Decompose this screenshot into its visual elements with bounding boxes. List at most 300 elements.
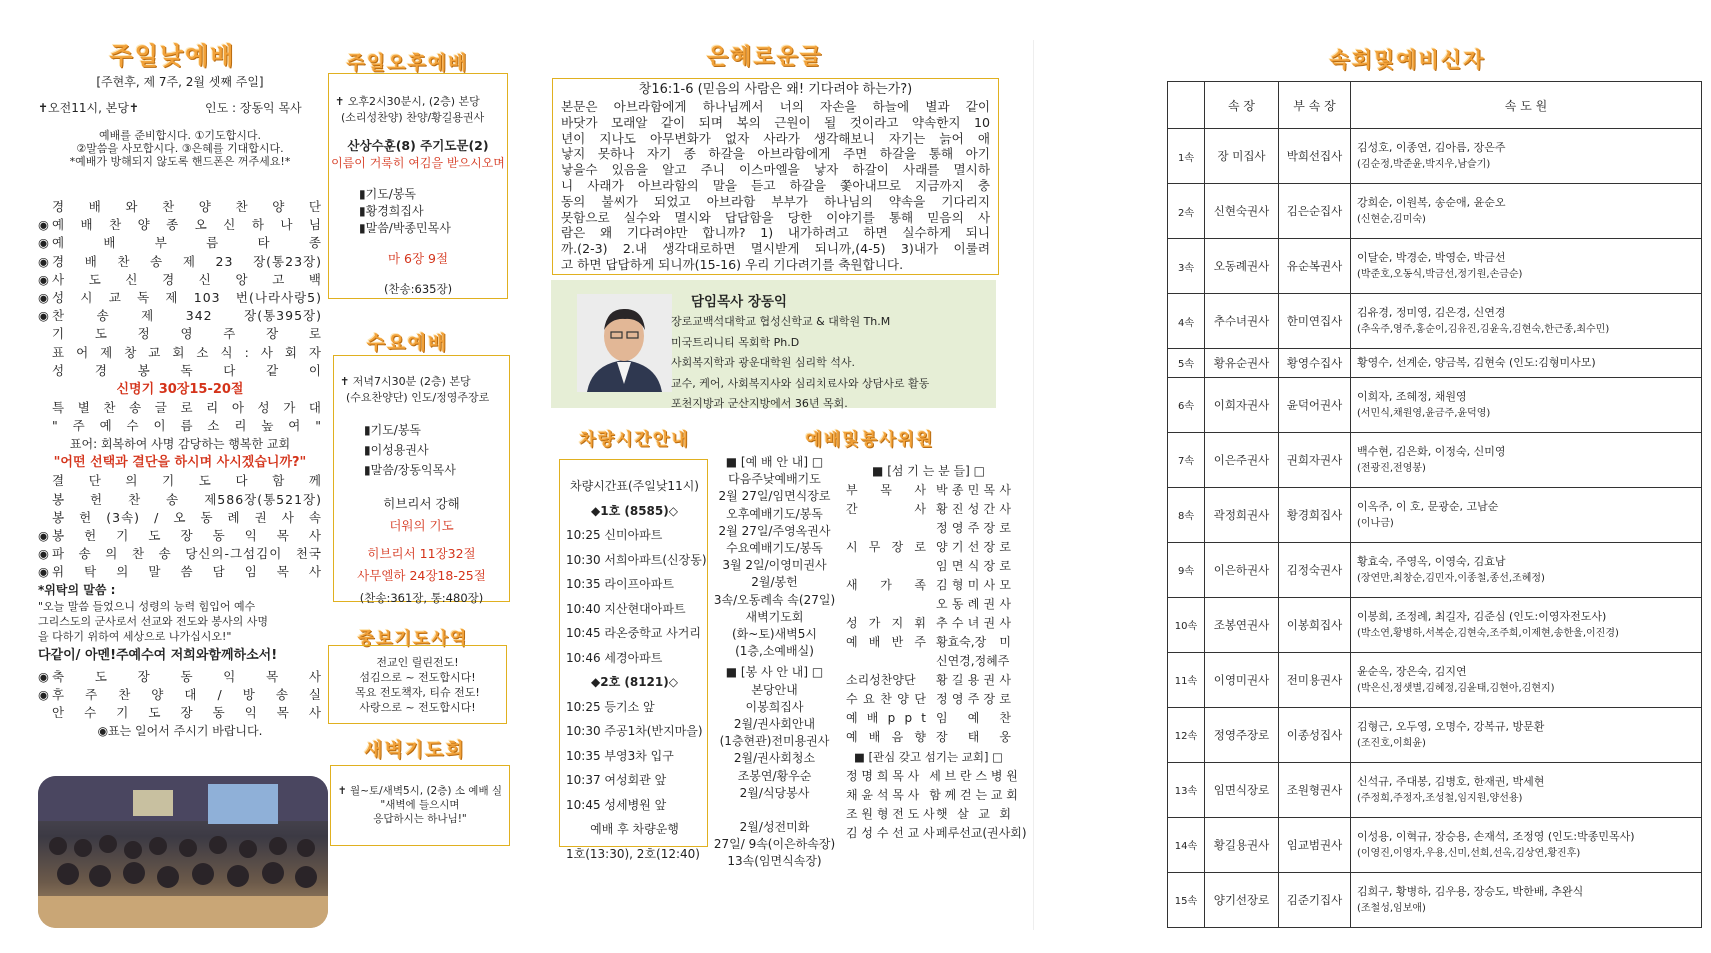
- servant-name: 신연경,정혜주: [936, 654, 1010, 668]
- members-line: (이나금): [1357, 517, 1394, 529]
- order-item: [38, 289, 322, 307]
- pastor-card: [551, 280, 996, 408]
- group-leader: 이희자권사: [1205, 377, 1279, 432]
- grace-line: 바닷가 모래알 같이 되며 복의 근원이 될 것이라고 약속한지 10: [561, 114, 990, 130]
- group-members: [1351, 817, 1702, 872]
- charge-line-1: "오늘 말씀 들었으니 성령의 능력 힘입어 예수: [38, 599, 256, 613]
- members-line: 신석규, 주대봉, 김병호, 한재권, 박세현: [1357, 774, 1545, 788]
- group-number: 13속: [1168, 762, 1205, 817]
- order-item: [38, 545, 322, 563]
- order-of-worship: [38, 198, 322, 740]
- svc-line: (1층현관)전미용권사: [719, 734, 830, 749]
- table-header-blank: [1168, 82, 1205, 129]
- group-leader: 양기선장로: [1205, 872, 1279, 927]
- servant-name: 임 예 찬: [936, 711, 1011, 725]
- table-row: [1168, 707, 1702, 762]
- order-item: [38, 325, 322, 343]
- members-line: (서민식,채원영,윤금주,윤덕영): [1357, 407, 1491, 419]
- bio-line: 사회복지학과 광운대학원 심리학 석사.: [671, 356, 856, 369]
- servant-name: 황 진 성 간 사: [936, 502, 1011, 516]
- servant-name: 박 종 민 목 사: [936, 483, 1011, 497]
- group-subleader: 임교범권사: [1279, 817, 1351, 872]
- group-leader: 이은주권사: [1205, 432, 1279, 487]
- partner-row: [846, 824, 1027, 843]
- table-row: [1168, 542, 1702, 597]
- order-text: 안 수 기 도 장 동 익 목 사: [52, 705, 322, 721]
- bus-stop: 10:30 서희아파트(신장동): [566, 552, 707, 567]
- members-line: (이영진,이영자,우용,신미,선희,선옥,김상연,황진후): [1357, 847, 1581, 859]
- afternoon-info: [329, 74, 507, 126]
- svc-line: 새벽기도회: [745, 609, 804, 624]
- servant-name: 김 형 미 사 모: [936, 578, 1011, 592]
- servant-role: 예 배 음 향: [846, 730, 926, 744]
- intercession-lines: [329, 646, 506, 715]
- order-item: [38, 509, 322, 527]
- group-number: 1속: [1168, 129, 1205, 184]
- afternoon-verse: 마 6장 9절: [387, 251, 449, 266]
- svc-line: 2월/권사회안내: [733, 717, 816, 732]
- members-line: (박은신,정샛별,김혜정,김윤태,김현아,김현지): [1357, 682, 1555, 694]
- table-row: [1168, 597, 1702, 652]
- afternoon-series: 산상수훈(8) 주기도문(2): [347, 138, 489, 153]
- group-subleader: 권희자권사: [1279, 432, 1351, 487]
- servant-name: 황 길 용 권 사: [936, 673, 1011, 687]
- pastor-photo: [577, 294, 672, 392]
- servant-row: [846, 557, 1011, 576]
- table-row: [1168, 432, 1702, 487]
- intercession-title: 중보기도사역: [357, 629, 469, 649]
- order-item: [38, 491, 322, 509]
- grace-body: [553, 99, 998, 273]
- dawn-line: 응답하시는 하나님!": [373, 813, 467, 825]
- table-header: 속 장: [1205, 82, 1279, 129]
- table-row: [1168, 872, 1702, 927]
- intercession-line: 섬김으로 ~ 전도합시다!: [359, 671, 476, 684]
- afternoon-leader: (소리성찬양) 찬양/황길용권사: [341, 111, 485, 124]
- stand-mark: ◉: [38, 290, 49, 306]
- order-text: 결 단 의 기 도 다 함 께: [52, 473, 322, 489]
- afternoon-time: ✝ 오후2시30분시, (2층) 본당: [335, 95, 480, 108]
- group-leader: 신현숙권사: [1205, 184, 1279, 239]
- servants-heading: ■ [섬 기 는 분 들] □: [872, 464, 985, 478]
- order-text: 성 경 봉 독 다 같 이: [52, 362, 322, 378]
- servant-row: [846, 481, 1011, 500]
- stand-mark: [38, 344, 52, 362]
- group-subleader: 김정숙권사: [1279, 542, 1351, 597]
- order-item: [38, 198, 322, 216]
- afternoon-service-title: 주일오후예배: [346, 52, 469, 74]
- group-subleader: 황영수집사: [1279, 349, 1351, 377]
- servant-role: 새 가 족: [846, 578, 926, 592]
- partner-church: 함 께 걷 는 교 회: [929, 788, 1018, 802]
- group-leader: 이영미권사: [1205, 652, 1279, 707]
- order-item: [38, 527, 322, 545]
- group-members: [1351, 707, 1702, 762]
- grace-line: 못함으로 실수와 멸시와 답답함을 당한 이야기를 통해 믿음의 사: [561, 209, 990, 225]
- group-subleader: 황경희집사: [1279, 487, 1351, 542]
- group-members: [1351, 239, 1702, 294]
- group-number: 7속: [1168, 432, 1205, 487]
- svc-line: (화~토)새벽5시: [731, 627, 817, 642]
- pastor-portrait: [577, 294, 672, 392]
- servant-name: 정 영 주 장 로: [936, 521, 1011, 535]
- role-item: ▮황경희집사: [359, 204, 424, 218]
- role-item: ▮말씀/장동익목사: [364, 463, 456, 477]
- afternoon-subtitle: 이름이 거룩히 여김을 받으시오며: [331, 156, 505, 170]
- members-line: (전광진,전영봉): [1357, 462, 1426, 474]
- members-line: (추옥주,영주,홍순이,김유진,김윤옥,김현숙,한근종,최수민): [1357, 324, 1610, 336]
- servant-row: [846, 576, 1011, 595]
- wednesday-service-title: 수요예배: [366, 332, 449, 354]
- closing-shout: 다같이/ 아멘!주예수여 저희와함께하소서!: [38, 647, 278, 663]
- cell-group-table: [1167, 81, 1702, 928]
- group-leader: 임면식장로: [1205, 762, 1279, 817]
- members-line: 김유경, 정미영, 김은경, 신연경: [1357, 306, 1506, 320]
- order-item: [38, 472, 322, 490]
- group-members: [1351, 542, 1702, 597]
- role-item: ▮이성용권사: [364, 443, 429, 457]
- servant-role: 부 목 사: [846, 483, 926, 497]
- dawn-line: ✝ 월~토/새벽5시, (2층) 소 예배 실: [337, 785, 503, 797]
- service-time: ✝오전11시, 본당✝: [38, 101, 139, 115]
- group-members: [1351, 184, 1702, 239]
- grace-line: 니 사래가 아브라함의 말을 듣고 하갈을 쫓아내므로 지금까지 충: [561, 177, 990, 193]
- svc-line: 2월 27일/임면식장로: [718, 489, 831, 504]
- svc-line: 2월/식당봉사: [739, 785, 810, 800]
- servant-name: 황효숙,장 미: [936, 635, 1011, 649]
- group-number: 4속: [1168, 294, 1205, 349]
- wednesday-time: ✝ 저녁7시30분 (2층) 본당: [340, 375, 471, 388]
- servant-row: [846, 690, 1011, 709]
- grace-line: 년이 지나도 아무변화가 없자 사라가 생각해보니 자기는 늙어 애: [561, 130, 990, 146]
- wednesday-roles: [334, 420, 509, 480]
- order-text: " 주 예 수 이 름 소 리 높 여 ": [52, 418, 322, 434]
- intercession-line: 전교인 릴린전도!: [376, 656, 459, 669]
- servant-name: 오 동 례 권 사: [936, 597, 1011, 611]
- order-text: 봉 헌 (3속) / 오 동 례 권 사 속: [52, 509, 322, 525]
- group-leader: 이은하권사: [1205, 542, 1279, 597]
- grace-line: 고 하면 답답하게 되니까(15-16) 우리 기다려기를 축원합니다.: [561, 256, 904, 272]
- group-subleader: 김준기집사: [1279, 872, 1351, 927]
- group-leader: 장 미집사: [1205, 129, 1279, 184]
- order-item: [38, 362, 322, 380]
- grace-title: 은혜로운글: [706, 45, 824, 70]
- order-text: 예 배 부 름 타 종: [52, 235, 322, 251]
- order-text: 사 도 신 경 신 앙 고 백: [52, 271, 322, 287]
- members-line: 윤순옥, 장은숙, 김지연: [1357, 664, 1467, 678]
- table-row: [1168, 239, 1702, 294]
- page-divider: [1033, 40, 1034, 930]
- servant-row: [846, 519, 1011, 538]
- order-text: 파 송 의 찬 송 당신의-그섬김이 천국: [52, 546, 322, 562]
- members-line: 이옥주, 이 호, 문광순, 고남순: [1357, 499, 1499, 513]
- svc-line: 조봉연/황우순: [737, 768, 812, 783]
- servant-role: [846, 557, 926, 576]
- group-members: [1351, 129, 1702, 184]
- group-subleader: 이종성집사: [1279, 707, 1351, 762]
- group-leader: 황길용권사: [1205, 817, 1279, 872]
- stand-mark: ◉: [38, 528, 49, 544]
- pastor-name: 담임목사 장동익: [691, 294, 787, 310]
- wednesday-subtitle: 더워의 기도: [389, 518, 454, 533]
- service-guide: [712, 454, 837, 871]
- group-members: [1351, 294, 1702, 349]
- charge-line-3: 을 다하기 위하여 세상으로 나가십시오!": [38, 629, 232, 643]
- order-text: 축 도 장 동 익 목 사: [52, 668, 322, 684]
- bus-stop: 10:30 주공1차(반지마을): [566, 724, 703, 738]
- partner-pastor: 채 윤 석 목 사: [846, 788, 920, 802]
- order-item: [38, 216, 322, 234]
- members-line: (김순정,박준윤,박지우,남슬기): [1357, 159, 1491, 171]
- grace-line: 본문은 아브라함에게 하나님께서 너의 자손을 하늘에 별과 같이: [561, 99, 990, 114]
- partner-church: 페루선교(권사회): [936, 826, 1027, 840]
- bus-stop: 10:25 등기소 앞: [566, 699, 655, 714]
- group-subleader: 윤덕어권사: [1279, 377, 1351, 432]
- svc-line: 이봉희집사: [745, 699, 804, 714]
- bus-stop: 10:45 성세병원 앞: [566, 797, 667, 812]
- partner-church: 햇 살 교 회: [936, 807, 1011, 821]
- group-leader: 조봉연권사: [1205, 597, 1279, 652]
- group-leader: 정영주장로: [1205, 707, 1279, 762]
- liturgical-date: [주현후, 제 7주, 2월 셋째 주일]: [96, 75, 264, 89]
- roster-title: 속회및예비신자: [1329, 48, 1486, 72]
- table-row: [1168, 129, 1702, 184]
- wednesday-service-box: [333, 355, 510, 605]
- group-number: 11속: [1168, 652, 1205, 707]
- group-leader: 추수녀권사: [1205, 294, 1279, 349]
- group-number: 10속: [1168, 597, 1205, 652]
- table-row: [1168, 377, 1702, 432]
- servant-row: [846, 538, 1011, 557]
- group-number: 14속: [1168, 817, 1205, 872]
- church-motto: 표어: 회복하여 사명 감당하는 행복한 교회: [69, 437, 291, 452]
- members-line: 강희순, 이원복, 송순애, 윤순오: [1357, 196, 1506, 210]
- table-header: 부 속 장: [1279, 82, 1351, 129]
- group-number: 9속: [1168, 542, 1205, 597]
- servant-role: 수 요 찬 양 단: [846, 692, 926, 706]
- congregation-image: [38, 776, 328, 928]
- members-line: 김성호, 이종연, 김아름, 장은주: [1357, 141, 1506, 155]
- order-text: 성 시 교 독 제 103 번(나라사랑5): [52, 290, 322, 306]
- svc-line: 3월 2일/이영미권사: [722, 558, 827, 573]
- servant-role: [846, 652, 926, 671]
- partner-row: [846, 805, 1011, 824]
- bus-stop: 10:35 부영3차 입구: [566, 748, 674, 763]
- servant-role: 간 사: [846, 502, 926, 516]
- wednesday-hymn: (찬송:361장, 통:480장): [359, 591, 484, 605]
- servant-row: [846, 671, 1011, 690]
- order-item: [38, 563, 322, 581]
- order-item: [38, 668, 322, 686]
- grace-heading: 창16:1-6 (믿음의 사람은 왜! 기다려야 하는가?): [638, 82, 913, 97]
- service-leader: 인도 : 장동익 목사: [205, 101, 302, 115]
- bus-stop: 10:37 여성회관 앞: [566, 773, 667, 787]
- order-item: [38, 704, 322, 722]
- servant-role: 시 무 장 로: [846, 540, 926, 554]
- table-row: [1168, 762, 1702, 817]
- group-leader: 황유순권사: [1205, 349, 1279, 377]
- stand-mark: ◉: [38, 253, 49, 269]
- servant-role: 예 배 p p t: [846, 711, 926, 725]
- wednesday-series: 히브리서 강해: [383, 496, 460, 511]
- standing-note: ◉표는 일어서 주시기 바랍니다.: [97, 724, 263, 739]
- servant-row: [846, 709, 1011, 728]
- members-line: (주정희,주정자,조성철,임지원,양선용): [1357, 792, 1523, 804]
- bio-line: 교수, 케어, 사회복지사와 심리치료사와 상담사로 활동: [671, 376, 930, 390]
- order-item: [38, 307, 322, 325]
- members-line: (박준호,오동식,박금선,정기원,손금순): [1357, 269, 1523, 281]
- afternoon-hymn: (찬송:635장): [383, 282, 453, 296]
- group-members: [1351, 432, 1702, 487]
- svc-line: 2월/권사회청소: [733, 751, 816, 766]
- scripture-reading: 신명기 30장15-20절: [116, 382, 244, 398]
- stand-mark: ◉: [38, 308, 49, 324]
- servant-name: 임 면 식 장 로: [936, 559, 1011, 573]
- stand-mark: [38, 509, 52, 527]
- bus-route-2: ◆2호 (8121)◇: [591, 675, 678, 689]
- servant-name: 정 영 주 장 로: [936, 692, 1011, 706]
- members-line: 황효숙, 주영옥, 이영숙, 김효남: [1357, 554, 1506, 568]
- dawn-prayer-box: [330, 765, 510, 846]
- servant-row: [846, 614, 1011, 633]
- stand-mark: [38, 399, 52, 417]
- members-line: (박소연,황병하,서복순,김현숙,조주희,이제현,송한울,이진경): [1357, 627, 1619, 639]
- order-item: [38, 399, 322, 417]
- grace-box: [552, 78, 999, 275]
- svc-line: 2월/성전미화: [739, 820, 810, 835]
- svc-line: 2월/봉헌: [751, 575, 798, 590]
- partner-church: 세 브 란 스 병 원: [929, 769, 1018, 783]
- group-members: [1351, 597, 1702, 652]
- wednesday-verse-2: 사무엘하 24장18-25절: [357, 568, 486, 583]
- order-item: [38, 253, 322, 271]
- group-number: 15속: [1168, 872, 1205, 927]
- group-number: 8속: [1168, 487, 1205, 542]
- servant-name: 양 기 선 장 로: [936, 540, 1011, 554]
- servant-name: 장 태 웅: [936, 730, 1011, 744]
- servants-list: [846, 461, 1027, 843]
- svc-line: 2월 27일/주영옥권사: [718, 523, 831, 538]
- afternoon-service-box: [328, 73, 508, 299]
- servant-row: [846, 728, 1011, 747]
- order-group-1: [38, 198, 322, 380]
- prep-line-2: ②말씀을 사모합시다. ③은혜를 기대합시다.: [76, 142, 284, 155]
- bio-line: 포천지방과 군산지방에서 36년 목회.: [671, 397, 848, 410]
- stand-mark: ◉: [38, 564, 49, 580]
- bus-line: 예배 후 차량운행: [590, 822, 679, 836]
- stand-mark: ◉: [38, 235, 49, 251]
- svc-heading: ■ [봉 사 안 내] □: [725, 665, 824, 680]
- wednesday-leader: (수요찬양단) 인도/정영주장로: [346, 391, 490, 404]
- stand-mark: [38, 491, 52, 509]
- svc-line: 오후예배기도/봉독: [726, 506, 823, 521]
- servant-row: [846, 595, 1011, 614]
- group-subleader: 유순복권사: [1279, 239, 1351, 294]
- prep-line-1: 예배를 준비합시다. ①기도합시다.: [99, 129, 261, 142]
- table-row: [1168, 487, 1702, 542]
- grace-line: 동의 불씨가 되었고 아브라함 부부가 하나님의 약속을 기다리지: [561, 193, 990, 209]
- group-members: [1351, 652, 1702, 707]
- bus-box: [559, 459, 708, 861]
- stand-mark: ◉: [38, 271, 49, 287]
- group-number: 2속: [1168, 184, 1205, 239]
- group-members: [1351, 349, 1702, 377]
- order-text: 기 도 정 영 주 장 로: [52, 326, 322, 342]
- members-line: (장연만,최창순,김민자,이종철,종선,조혜정): [1357, 572, 1545, 584]
- table-row: [1168, 652, 1702, 707]
- wednesday-info: [334, 356, 509, 406]
- partner-row: [846, 786, 1018, 805]
- role-item: ▮말씀/박종민목사: [359, 221, 451, 235]
- svc-line: 다음주낮예배기도: [728, 472, 821, 487]
- members-line: 이희자, 조혜정, 채원영: [1357, 389, 1467, 403]
- table-row: [1168, 817, 1702, 872]
- stand-mark: ◉: [38, 546, 49, 562]
- svc-line: [712, 802, 837, 819]
- order-item: [38, 344, 322, 362]
- stand-mark: ◉: [38, 668, 49, 684]
- servant-row: [846, 652, 1011, 671]
- order-text: 후 주 찬 양 대 / 방 송 실: [52, 686, 322, 702]
- order-item: [38, 271, 322, 289]
- afternoon-roles: [329, 186, 507, 237]
- table-header-row: [1168, 82, 1702, 129]
- bio-line: 미국트리니티 목회학 Ph.D: [671, 335, 800, 349]
- partner-pastor: 정 명 희 목 사: [846, 769, 920, 783]
- order-text: 예 배 찬 양 종 오 신 하 나 님: [52, 217, 322, 233]
- stand-mark: ◉: [38, 686, 49, 702]
- order-text: 위 탁 의 말 씀 담 임 목 사: [52, 564, 322, 580]
- group-leader: 오동례권사: [1205, 239, 1279, 294]
- group-subleader: 박희선집사: [1279, 129, 1351, 184]
- group-subleader: 한미연집사: [1279, 294, 1351, 349]
- group-members: [1351, 377, 1702, 432]
- order-text: 봉 헌 기 도 장 동 익 목 사: [52, 528, 322, 544]
- bus-stop: 10:35 라이프아파트: [566, 577, 674, 591]
- service-committee-title: 예배및봉사위원: [805, 430, 935, 450]
- group-subleader: 이봉희집사: [1279, 597, 1351, 652]
- bus-stop: 10:45 라온중학교 사거리: [566, 626, 701, 640]
- members-line: 김희구, 황병하, 김우용, 장승도, 박한배, 추완식: [1357, 884, 1584, 898]
- stand-mark: ◉: [38, 217, 49, 233]
- stand-mark: [38, 704, 52, 722]
- dawn-line: "새벽에 들으시며: [380, 799, 460, 811]
- dawn-prayer-title: 새벽기도회: [364, 739, 466, 761]
- intercession-box: [328, 645, 507, 724]
- dawn-prayer-lines: [331, 766, 509, 826]
- servant-row: [846, 633, 1011, 652]
- table-row: [1168, 294, 1702, 349]
- servant-role: [846, 595, 926, 614]
- order-text: 찬 송 제 342 장(통395장): [52, 308, 322, 324]
- partner-church-heading: ■ [관심 갖고 섬기는 교회] □: [854, 750, 1003, 764]
- intercession-line: 사랑으로 ~ 전도합시다!: [359, 701, 476, 714]
- bus-stop: 10:40 지산현대아파트: [566, 601, 686, 616]
- main-service-title: 주일낮예배: [109, 42, 236, 70]
- grace-line: 람은 왜 기다려야만 합니까? 1) 내가하려고 하면 실수하게 되니: [561, 225, 990, 241]
- role-item: ▮기도/봉독: [359, 187, 417, 201]
- pastor-bio: [671, 312, 929, 415]
- order-text: 표 어 제 창 교 회 소 식 : 사 회 자: [52, 344, 322, 360]
- group-number: 5속: [1168, 349, 1205, 377]
- servant-role: 소리성찬양단: [846, 673, 916, 687]
- group-number: 6속: [1168, 377, 1205, 432]
- stand-mark: [38, 325, 52, 343]
- stand-mark: [38, 472, 52, 490]
- bus-title: 차량시간안내: [579, 430, 690, 450]
- congregation-photo: [38, 776, 328, 928]
- prep-line-3: *예배가 방해되지 않도록 핸드폰은 꺼주세요!*: [69, 155, 291, 168]
